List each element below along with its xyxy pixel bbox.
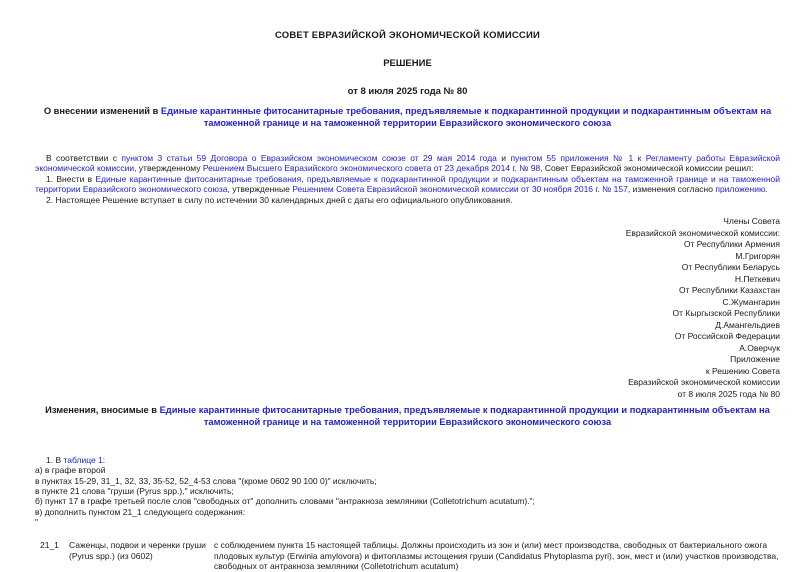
signature-line: От Кыргызской Республики — [672, 308, 780, 319]
document-link[interactable]: пунктом 3 статьи 59 Договора о Евразийском экономическом союзе от 29 мая 2014 года — [121, 153, 497, 163]
document-link[interactable]: Единые карантинные фитосанитарные требования, предъявляемые к подкарантинной продукции и подкарантинным объектам на таможенной границе и на таможенной территории Евразийского экономического союза — [160, 106, 772, 128]
amendment-intro — [35, 455, 780, 465]
text-segment: 2. Настоящее Решение вступает в силу по истечении 30 календарных дней с даты его официального опубликования. — [46, 194, 513, 205]
signature-line: Евразийской экономической комиссии: — [625, 227, 780, 238]
signature-line: А.Оверчук — [739, 342, 780, 353]
amendment-line: б) пункт 17 в графе третьей после слов "свободных от" дополнить словами "антракноза земляники (Colletotrichum acutatum)."; — [35, 496, 535, 507]
amendment-line: в) дополнить пунктом 21_1 следующего содержания: — [35, 506, 246, 517]
decision-body — [35, 153, 780, 205]
signature-line: Члены Совета — [723, 216, 780, 227]
table-cell-product: Саженцы, подвои и черенки груши (Pyrus spp.) (из 0602) — [69, 540, 206, 561]
document-title — [35, 106, 780, 129]
amendment-line: в пунктах 15-29, 31_1, 32, 33, 35-52, 52_4-53 слова "(кроме 0602 90 100 0)" исключить; — [35, 475, 377, 486]
decision-item-2 — [35, 195, 780, 205]
text-segment: В соответствии с — [46, 153, 122, 163]
annex-reference-line: Евразийской экономической комиссии — [628, 377, 780, 388]
annex-reference-line: Приложение — [730, 354, 780, 365]
amendments-section — [35, 455, 780, 527]
amendment-table-row — [35, 540, 780, 572]
document-type: РЕШЕНИЕ — [383, 58, 432, 69]
text-segment: О внесении изменений в — [43, 106, 161, 116]
signature-block — [35, 216, 780, 354]
table-cell-item-number: 21_1 — [40, 540, 59, 551]
text-segment: и — [496, 153, 511, 163]
document-link[interactable]: Единые карантинные фитосанитарные требования, предъявляемые к подкарантинной продукции и подкарантинным объектам на таможенной границе и на таможенной территории Евразийского экономического союза — [159, 405, 770, 427]
signature-line: От Республики Армения — [683, 239, 780, 250]
document-link[interactable]: приложению — [715, 184, 766, 195]
text-segment: , утвержденные — [227, 184, 293, 195]
signature-line: От Российской Федерации — [674, 331, 780, 342]
decision-item-1 — [35, 174, 780, 195]
amendment-line: " — [35, 516, 39, 527]
text-segment: 1. Внести в — [46, 173, 96, 184]
signature-line: Д.Амангельдиев — [715, 319, 780, 330]
signature-line: От Республики Казахстан — [679, 285, 780, 296]
table-cell-requirements: с соблюдением пункта 15 настоящей таблицы. Должны происходить из зон и (или) мест производства, свободных от бактериального ожога плодовых культур (Erwinia amylovora) и фитоплазмы истощения груши (Candidatus Phytoplasma pyri), зон, мест и (или) участков производства, свободных от антракноза земляники (Colletotrichum acutatum) — [214, 540, 779, 572]
document-link[interactable]: пунктом 55 приложения № 1 к Регламенту работы Евразийской экономической комиссии — [35, 153, 780, 174]
text-segment: , изменения согласно — [627, 184, 716, 195]
document-link[interactable]: Единые карантинные фитосанитарные требования, предъявляемые к подкарантинной продукции и подкарантинным объектам на таможенной границе и на таможенной территории Евразийского экономического союза — [35, 173, 780, 195]
annex-title — [35, 405, 780, 428]
text-segment: , Совет Евразийской экономической комиссии решил: — [540, 163, 754, 174]
preamble-paragraph — [35, 153, 780, 174]
signature-line: Н.Петкевич — [734, 273, 780, 284]
document-link[interactable]: Решением Высшего Евразийского экономического совета от 23 декабря 2014 г. № 98 — [202, 163, 541, 174]
document-link[interactable]: таблице 1 — [63, 455, 103, 466]
annex-reference-line: от 8 июля 2025 года № 80 — [677, 388, 780, 399]
amendment-lines — [35, 465, 780, 527]
annex-reference-line: к Решению Совета — [705, 365, 780, 376]
signature-line: М.Григорян — [735, 250, 780, 261]
text-segment: 1. В — [46, 455, 64, 466]
document-link[interactable]: Решением Совета Евразийской экономической комиссии от 30 ноября 2016 г. № 157 — [292, 184, 628, 195]
amendment-line: в пункте 21 слова "груши (Pyrus spp.)," исключить; — [35, 485, 234, 496]
signature-line: От Республики Беларусь — [681, 262, 780, 273]
text-segment: Изменения, вносимые в — [45, 405, 160, 416]
annex-reference — [35, 354, 780, 400]
document-date: от 8 июля 2025 года № 80 — [347, 86, 468, 97]
amendment-line: а) в графе второй — [35, 465, 106, 476]
text-segment: . — [765, 184, 768, 195]
text-segment: , утвержденному — [134, 163, 203, 174]
document-org-title: СОВЕТ ЕВРАЗИЙСКОЙ ЭКОНОМИЧЕСКОЙ КОМИССИИ — [274, 30, 541, 41]
text-segment: : — [102, 455, 106, 466]
signature-line: С.Жумангарин — [722, 296, 780, 307]
